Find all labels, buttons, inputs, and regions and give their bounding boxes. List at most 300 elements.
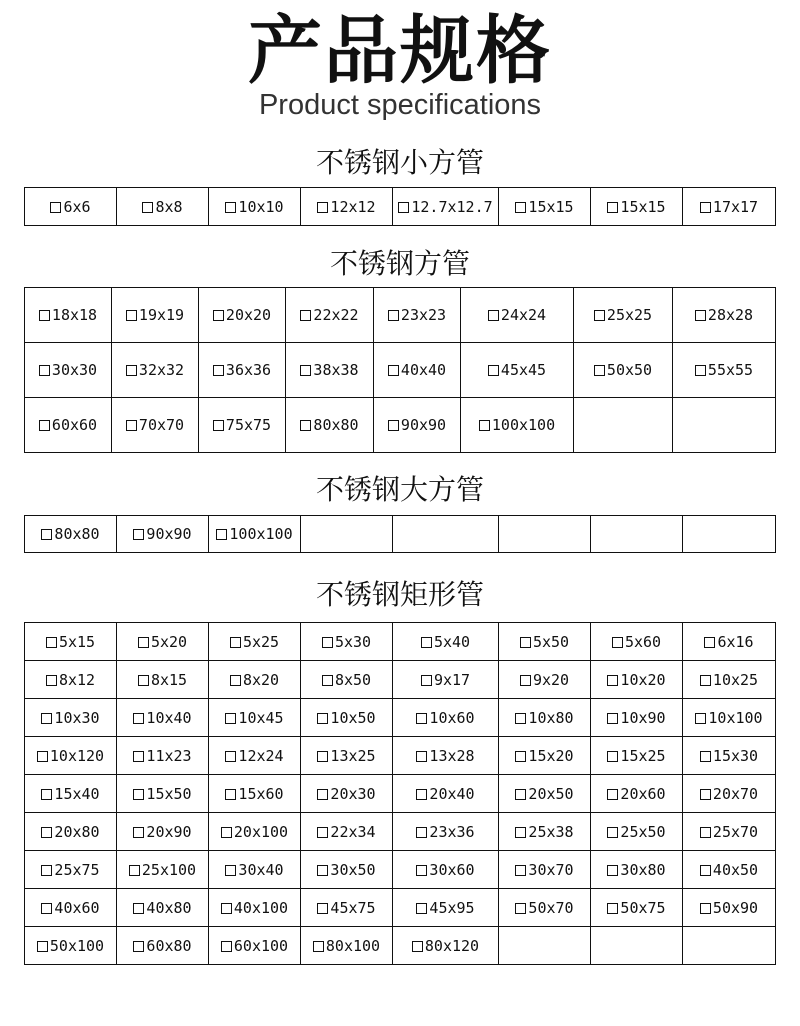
square-symbol-icon — [695, 713, 706, 724]
square-symbol-icon — [46, 637, 57, 648]
square-symbol-icon — [322, 637, 333, 648]
square-symbol-icon — [416, 827, 427, 838]
spec-cell — [209, 516, 301, 553]
square-symbol-icon — [515, 713, 526, 724]
spec-cell — [591, 889, 683, 927]
spec-size-label: 6x16 — [717, 632, 754, 651]
spec-cell — [683, 661, 776, 699]
spec-size-label: 25x25 — [606, 306, 653, 324]
square-symbol-icon — [221, 941, 232, 952]
square-symbol-icon — [322, 675, 333, 686]
square-symbol-icon — [317, 789, 328, 800]
spec-cell — [209, 889, 301, 927]
square-symbol-icon — [225, 751, 236, 762]
square-symbol-icon — [700, 827, 711, 838]
spec-table-rectangular-tube — [24, 622, 776, 965]
spec-size-label: 17x17 — [712, 197, 759, 216]
spec-size-label: 30x70 — [528, 860, 574, 879]
square-symbol-icon — [138, 637, 149, 648]
square-symbol-icon — [133, 751, 144, 762]
spec-cell — [112, 288, 199, 343]
section-title-rectangular-tube: 不锈钢矩形管 — [315, 578, 484, 611]
square-symbol-icon — [133, 827, 144, 838]
square-symbol-icon — [317, 903, 328, 914]
spec-size-label: 50x100 — [49, 936, 105, 955]
spec-size-label: 10x20 — [620, 670, 666, 689]
spec-cell — [117, 851, 209, 889]
square-symbol-icon — [421, 637, 432, 648]
spec-size-label: 22x22 — [313, 306, 359, 324]
spec-cell — [393, 927, 499, 965]
square-symbol-icon — [388, 365, 399, 376]
spec-size-label: 30x40 — [238, 860, 284, 879]
spec-size-label: 5x30 — [334, 632, 372, 651]
spec-size-label: 80x80 — [54, 525, 100, 543]
spec-cell — [25, 889, 117, 927]
square-symbol-icon — [317, 202, 328, 213]
square-symbol-icon — [416, 865, 427, 876]
spec-size-label: 20x70 — [712, 784, 759, 803]
spec-size-label: 50x75 — [620, 898, 666, 917]
spec-size-label: 50x90 — [712, 898, 759, 917]
table-row — [25, 343, 776, 398]
spec-size-label: 50x70 — [528, 898, 574, 917]
spec-size-label: 55x55 — [707, 361, 754, 379]
square-symbol-icon — [416, 713, 427, 724]
spec-size-label: 25x100 — [141, 860, 197, 879]
table-row — [25, 889, 776, 927]
spec-size-label: 25x75 — [54, 860, 100, 879]
square-symbol-icon — [41, 865, 52, 876]
spec-cell — [117, 889, 209, 927]
square-symbol-icon — [46, 675, 57, 686]
spec-size-label: 40x40 — [400, 361, 447, 379]
spec-cell — [393, 851, 499, 889]
spec-size-label: 8x12 — [58, 670, 96, 689]
square-symbol-icon — [41, 713, 52, 724]
spec-cell — [117, 699, 209, 737]
square-symbol-icon — [421, 675, 432, 686]
spec-size-label: 45x95 — [429, 898, 475, 917]
spec-size-label: 30x30 — [51, 361, 98, 379]
spec-size-label: 20x50 — [528, 784, 574, 803]
spec-cell — [683, 623, 776, 661]
spec-size-label: 75x75 — [225, 416, 272, 434]
square-symbol-icon — [520, 637, 531, 648]
empty-cell — [393, 516, 499, 553]
square-symbol-icon — [133, 713, 144, 724]
spec-cell — [117, 927, 209, 965]
spec-cell — [301, 927, 393, 965]
square-symbol-icon — [515, 827, 526, 838]
spec-cell — [591, 737, 683, 775]
square-symbol-icon — [133, 903, 144, 914]
spec-cell — [683, 188, 776, 226]
square-symbol-icon — [520, 675, 531, 686]
square-symbol-icon — [126, 310, 137, 321]
spec-cell — [393, 188, 499, 226]
square-symbol-icon — [129, 865, 140, 876]
spec-size-label: 45x75 — [330, 898, 376, 917]
spec-size-label: 20x80 — [54, 822, 100, 841]
spec-size-label: 70x70 — [138, 416, 185, 434]
square-symbol-icon — [41, 529, 52, 540]
spec-size-label: 13x28 — [429, 746, 475, 765]
square-symbol-icon — [700, 751, 711, 762]
square-symbol-icon — [607, 675, 618, 686]
spec-size-label: 10x10 — [238, 197, 284, 216]
spec-cell — [393, 813, 499, 851]
table-row — [25, 623, 776, 661]
spec-size-label: 10x60 — [429, 708, 475, 727]
spec-cell — [683, 813, 776, 851]
square-symbol-icon — [398, 202, 409, 213]
spec-cell — [574, 288, 673, 343]
spec-cell — [499, 661, 591, 699]
spec-size-label: 8x20 — [242, 670, 280, 689]
spec-size-label: 10x40 — [146, 708, 192, 727]
spec-cell — [209, 927, 301, 965]
square-symbol-icon — [700, 202, 711, 213]
spec-cell — [574, 343, 673, 398]
table-row — [25, 188, 776, 226]
spec-size-label: 30x60 — [429, 860, 475, 879]
square-symbol-icon — [213, 310, 224, 321]
spec-size-label: 24x24 — [500, 306, 547, 324]
spec-cell — [25, 288, 112, 343]
spec-cell — [499, 813, 591, 851]
square-symbol-icon — [607, 202, 618, 213]
spec-size-label: 12x12 — [330, 197, 376, 216]
spec-cell — [591, 699, 683, 737]
empty-cell — [574, 398, 673, 453]
square-symbol-icon — [515, 903, 526, 914]
spec-cell — [499, 188, 591, 226]
spec-size-label: 12x24 — [238, 746, 284, 765]
empty-cell — [591, 927, 683, 965]
spec-cell — [683, 737, 776, 775]
square-symbol-icon — [225, 202, 236, 213]
square-symbol-icon — [695, 310, 706, 321]
spec-table-large-square-tube — [24, 515, 776, 553]
spec-cell — [117, 623, 209, 661]
spec-size-label: 11x23 — [146, 746, 192, 765]
empty-cell — [591, 516, 683, 553]
spec-size-label: 100x100 — [229, 525, 293, 543]
spec-cell — [25, 188, 117, 226]
spec-cell — [499, 699, 591, 737]
spec-cell — [591, 851, 683, 889]
spec-size-label: 8x8 — [155, 197, 183, 216]
spec-size-label: 23x36 — [429, 822, 475, 841]
square-symbol-icon — [607, 827, 618, 838]
spec-size-label: 45x45 — [500, 361, 547, 379]
square-symbol-icon — [37, 941, 48, 952]
square-symbol-icon — [317, 751, 328, 762]
spec-size-label: 5x25 — [242, 632, 280, 651]
spec-size-label: 9x17 — [433, 670, 471, 689]
section-title-small-square-tube: 不锈钢小方管 — [315, 146, 484, 179]
spec-size-label: 10x120 — [49, 746, 105, 765]
spec-cell — [199, 343, 286, 398]
spec-cell — [499, 851, 591, 889]
spec-cell — [209, 661, 301, 699]
square-symbol-icon — [221, 903, 232, 914]
square-symbol-icon — [607, 865, 618, 876]
spec-size-label: 15x15 — [528, 197, 574, 216]
spec-size-label: 5x40 — [433, 632, 471, 651]
square-symbol-icon — [594, 365, 605, 376]
square-symbol-icon — [138, 675, 149, 686]
spec-cell — [301, 889, 393, 927]
spec-cell — [25, 737, 117, 775]
empty-cell — [683, 516, 776, 553]
spec-table-small-square-tube — [24, 187, 776, 226]
table-row — [25, 813, 776, 851]
section-title-square-tube: 不锈钢方管 — [329, 247, 470, 280]
empty-cell — [683, 927, 776, 965]
page-subtitle: Product specifications — [258, 89, 542, 121]
spec-cell — [117, 661, 209, 699]
square-symbol-icon — [133, 789, 144, 800]
square-symbol-icon — [607, 903, 618, 914]
spec-cell — [25, 775, 117, 813]
square-symbol-icon — [37, 751, 48, 762]
spec-cell — [25, 927, 117, 965]
spec-size-label: 10x80 — [528, 708, 574, 727]
spec-size-label: 10x50 — [330, 708, 376, 727]
spec-cell — [117, 737, 209, 775]
empty-cell — [301, 516, 393, 553]
table-row — [25, 737, 776, 775]
spec-cell — [683, 889, 776, 927]
square-symbol-icon — [488, 310, 499, 321]
square-symbol-icon — [594, 310, 605, 321]
spec-cell — [25, 343, 112, 398]
spec-size-label: 10x90 — [620, 708, 666, 727]
spec-cell — [499, 623, 591, 661]
spec-size-label: 50x50 — [606, 361, 653, 379]
spec-size-label: 8x50 — [334, 670, 372, 689]
spec-cell — [461, 398, 574, 453]
spec-cell — [673, 288, 776, 343]
spec-cell — [591, 188, 683, 226]
square-symbol-icon — [225, 713, 236, 724]
spec-cell — [683, 699, 776, 737]
spec-cell — [301, 623, 393, 661]
spec-cell — [301, 813, 393, 851]
spec-cell — [301, 699, 393, 737]
spec-cell — [683, 775, 776, 813]
spec-cell — [25, 813, 117, 851]
spec-size-label: 22x34 — [330, 822, 376, 841]
spec-cell — [301, 661, 393, 699]
spec-size-label: 90x90 — [146, 525, 192, 543]
spec-size-label: 5x20 — [150, 632, 188, 651]
empty-cell — [499, 516, 591, 553]
square-symbol-icon — [695, 365, 706, 376]
spec-size-label: 15x15 — [620, 197, 666, 216]
spec-cell — [25, 398, 112, 453]
table-row — [25, 661, 776, 699]
spec-size-label: 5x50 — [532, 632, 570, 651]
spec-cell — [591, 813, 683, 851]
spec-size-label: 38x38 — [313, 361, 359, 379]
spec-cell — [209, 188, 301, 226]
spec-size-label: 25x38 — [528, 822, 574, 841]
square-symbol-icon — [41, 903, 52, 914]
square-symbol-icon — [479, 420, 490, 431]
square-symbol-icon — [700, 903, 711, 914]
square-symbol-icon — [230, 675, 241, 686]
square-symbol-icon — [488, 365, 499, 376]
square-symbol-icon — [142, 202, 153, 213]
spec-size-label: 80x120 — [424, 936, 480, 955]
spec-cell — [393, 699, 499, 737]
spec-cell — [499, 737, 591, 775]
spec-size-label: 20x40 — [429, 784, 475, 803]
spec-cell — [683, 851, 776, 889]
spec-size-label: 15x60 — [238, 784, 284, 803]
spec-cell — [25, 851, 117, 889]
square-symbol-icon — [313, 941, 324, 952]
spec-size-label: 25x70 — [712, 822, 759, 841]
square-symbol-icon — [388, 420, 399, 431]
spec-size-label: 15x40 — [54, 784, 100, 803]
spec-size-label: 5x60 — [624, 632, 662, 651]
square-symbol-icon — [416, 789, 427, 800]
square-symbol-icon — [216, 529, 227, 540]
square-symbol-icon — [300, 310, 311, 321]
square-symbol-icon — [700, 789, 711, 800]
spec-size-label: 20x90 — [146, 822, 192, 841]
square-symbol-icon — [230, 637, 241, 648]
spec-cell — [301, 851, 393, 889]
spec-size-label: 80x80 — [313, 416, 359, 434]
spec-size-label: 30x80 — [620, 860, 666, 879]
spec-cell — [499, 775, 591, 813]
spec-cell — [286, 343, 374, 398]
spec-cell — [286, 398, 374, 453]
table-row — [25, 288, 776, 343]
spec-cell — [374, 343, 461, 398]
square-symbol-icon — [607, 713, 618, 724]
square-symbol-icon — [39, 420, 50, 431]
square-symbol-icon — [317, 865, 328, 876]
empty-cell — [499, 927, 591, 965]
square-symbol-icon — [126, 365, 137, 376]
spec-cell — [591, 661, 683, 699]
spec-cell — [209, 699, 301, 737]
spec-size-label: 9x20 — [532, 670, 570, 689]
empty-cell — [673, 398, 776, 453]
spec-cell — [461, 343, 574, 398]
table-row — [25, 775, 776, 813]
spec-cell — [209, 813, 301, 851]
spec-cell — [673, 343, 776, 398]
spec-cell — [591, 775, 683, 813]
spec-size-label: 10x100 — [708, 708, 763, 727]
spec-size-label: 40x80 — [146, 898, 192, 917]
spec-size-label: 18x18 — [51, 306, 98, 324]
table-row — [25, 927, 776, 965]
spec-size-label: 10x30 — [54, 708, 100, 727]
spec-cell — [25, 516, 117, 553]
square-symbol-icon — [221, 827, 232, 838]
square-symbol-icon — [700, 865, 711, 876]
square-symbol-icon — [300, 420, 311, 431]
square-symbol-icon — [225, 789, 236, 800]
square-symbol-icon — [412, 941, 423, 952]
spec-size-label: 80x100 — [325, 936, 381, 955]
spec-size-label: 40x100 — [233, 898, 289, 917]
spec-size-label: 15x50 — [146, 784, 192, 803]
spec-size-label: 90x90 — [400, 416, 447, 434]
spec-cell — [209, 737, 301, 775]
spec-cell — [112, 343, 199, 398]
spec-cell — [209, 775, 301, 813]
spec-size-label: 6x6 — [63, 197, 91, 216]
spec-size-label: 20x20 — [225, 306, 272, 324]
square-symbol-icon — [50, 202, 61, 213]
spec-cell — [199, 398, 286, 453]
square-symbol-icon — [416, 751, 427, 762]
spec-size-label: 15x20 — [528, 746, 574, 765]
spec-cell — [117, 188, 209, 226]
spec-cell — [393, 661, 499, 699]
page-title: 产品规格 — [248, 8, 552, 94]
square-symbol-icon — [607, 751, 618, 762]
section-title-large-square-tube: 不锈钢大方管 — [315, 473, 484, 506]
square-symbol-icon — [515, 751, 526, 762]
spec-cell — [117, 813, 209, 851]
spec-size-label: 5x15 — [58, 632, 96, 651]
square-symbol-icon — [126, 420, 137, 431]
spec-size-label: 13x25 — [330, 746, 376, 765]
square-symbol-icon — [607, 789, 618, 800]
spec-cell — [301, 188, 393, 226]
spec-cell — [301, 737, 393, 775]
spec-size-label: 40x50 — [712, 860, 759, 879]
spec-cell — [461, 288, 574, 343]
spec-size-label: 60x80 — [146, 936, 192, 955]
square-symbol-icon — [388, 310, 399, 321]
spec-cell — [393, 889, 499, 927]
square-symbol-icon — [317, 827, 328, 838]
spec-size-label: 12.7x12.7 — [411, 197, 493, 216]
spec-cell — [393, 737, 499, 775]
spec-cell — [112, 398, 199, 453]
square-symbol-icon — [704, 637, 715, 648]
spec-cell — [25, 699, 117, 737]
square-symbol-icon — [213, 420, 224, 431]
spec-size-label: 15x25 — [620, 746, 666, 765]
spec-cell — [286, 288, 374, 343]
spec-cell — [393, 623, 499, 661]
square-symbol-icon — [515, 789, 526, 800]
spec-size-label: 40x60 — [54, 898, 100, 917]
spec-cell — [393, 775, 499, 813]
square-symbol-icon — [700, 675, 711, 686]
spec-size-label: 32x32 — [138, 361, 185, 379]
spec-cell — [199, 288, 286, 343]
spec-size-label: 20x100 — [233, 822, 289, 841]
spec-size-label: 23x23 — [400, 306, 447, 324]
square-symbol-icon — [41, 789, 52, 800]
spec-size-label: 36x36 — [225, 361, 272, 379]
spec-size-label: 60x60 — [51, 416, 98, 434]
spec-cell — [301, 775, 393, 813]
